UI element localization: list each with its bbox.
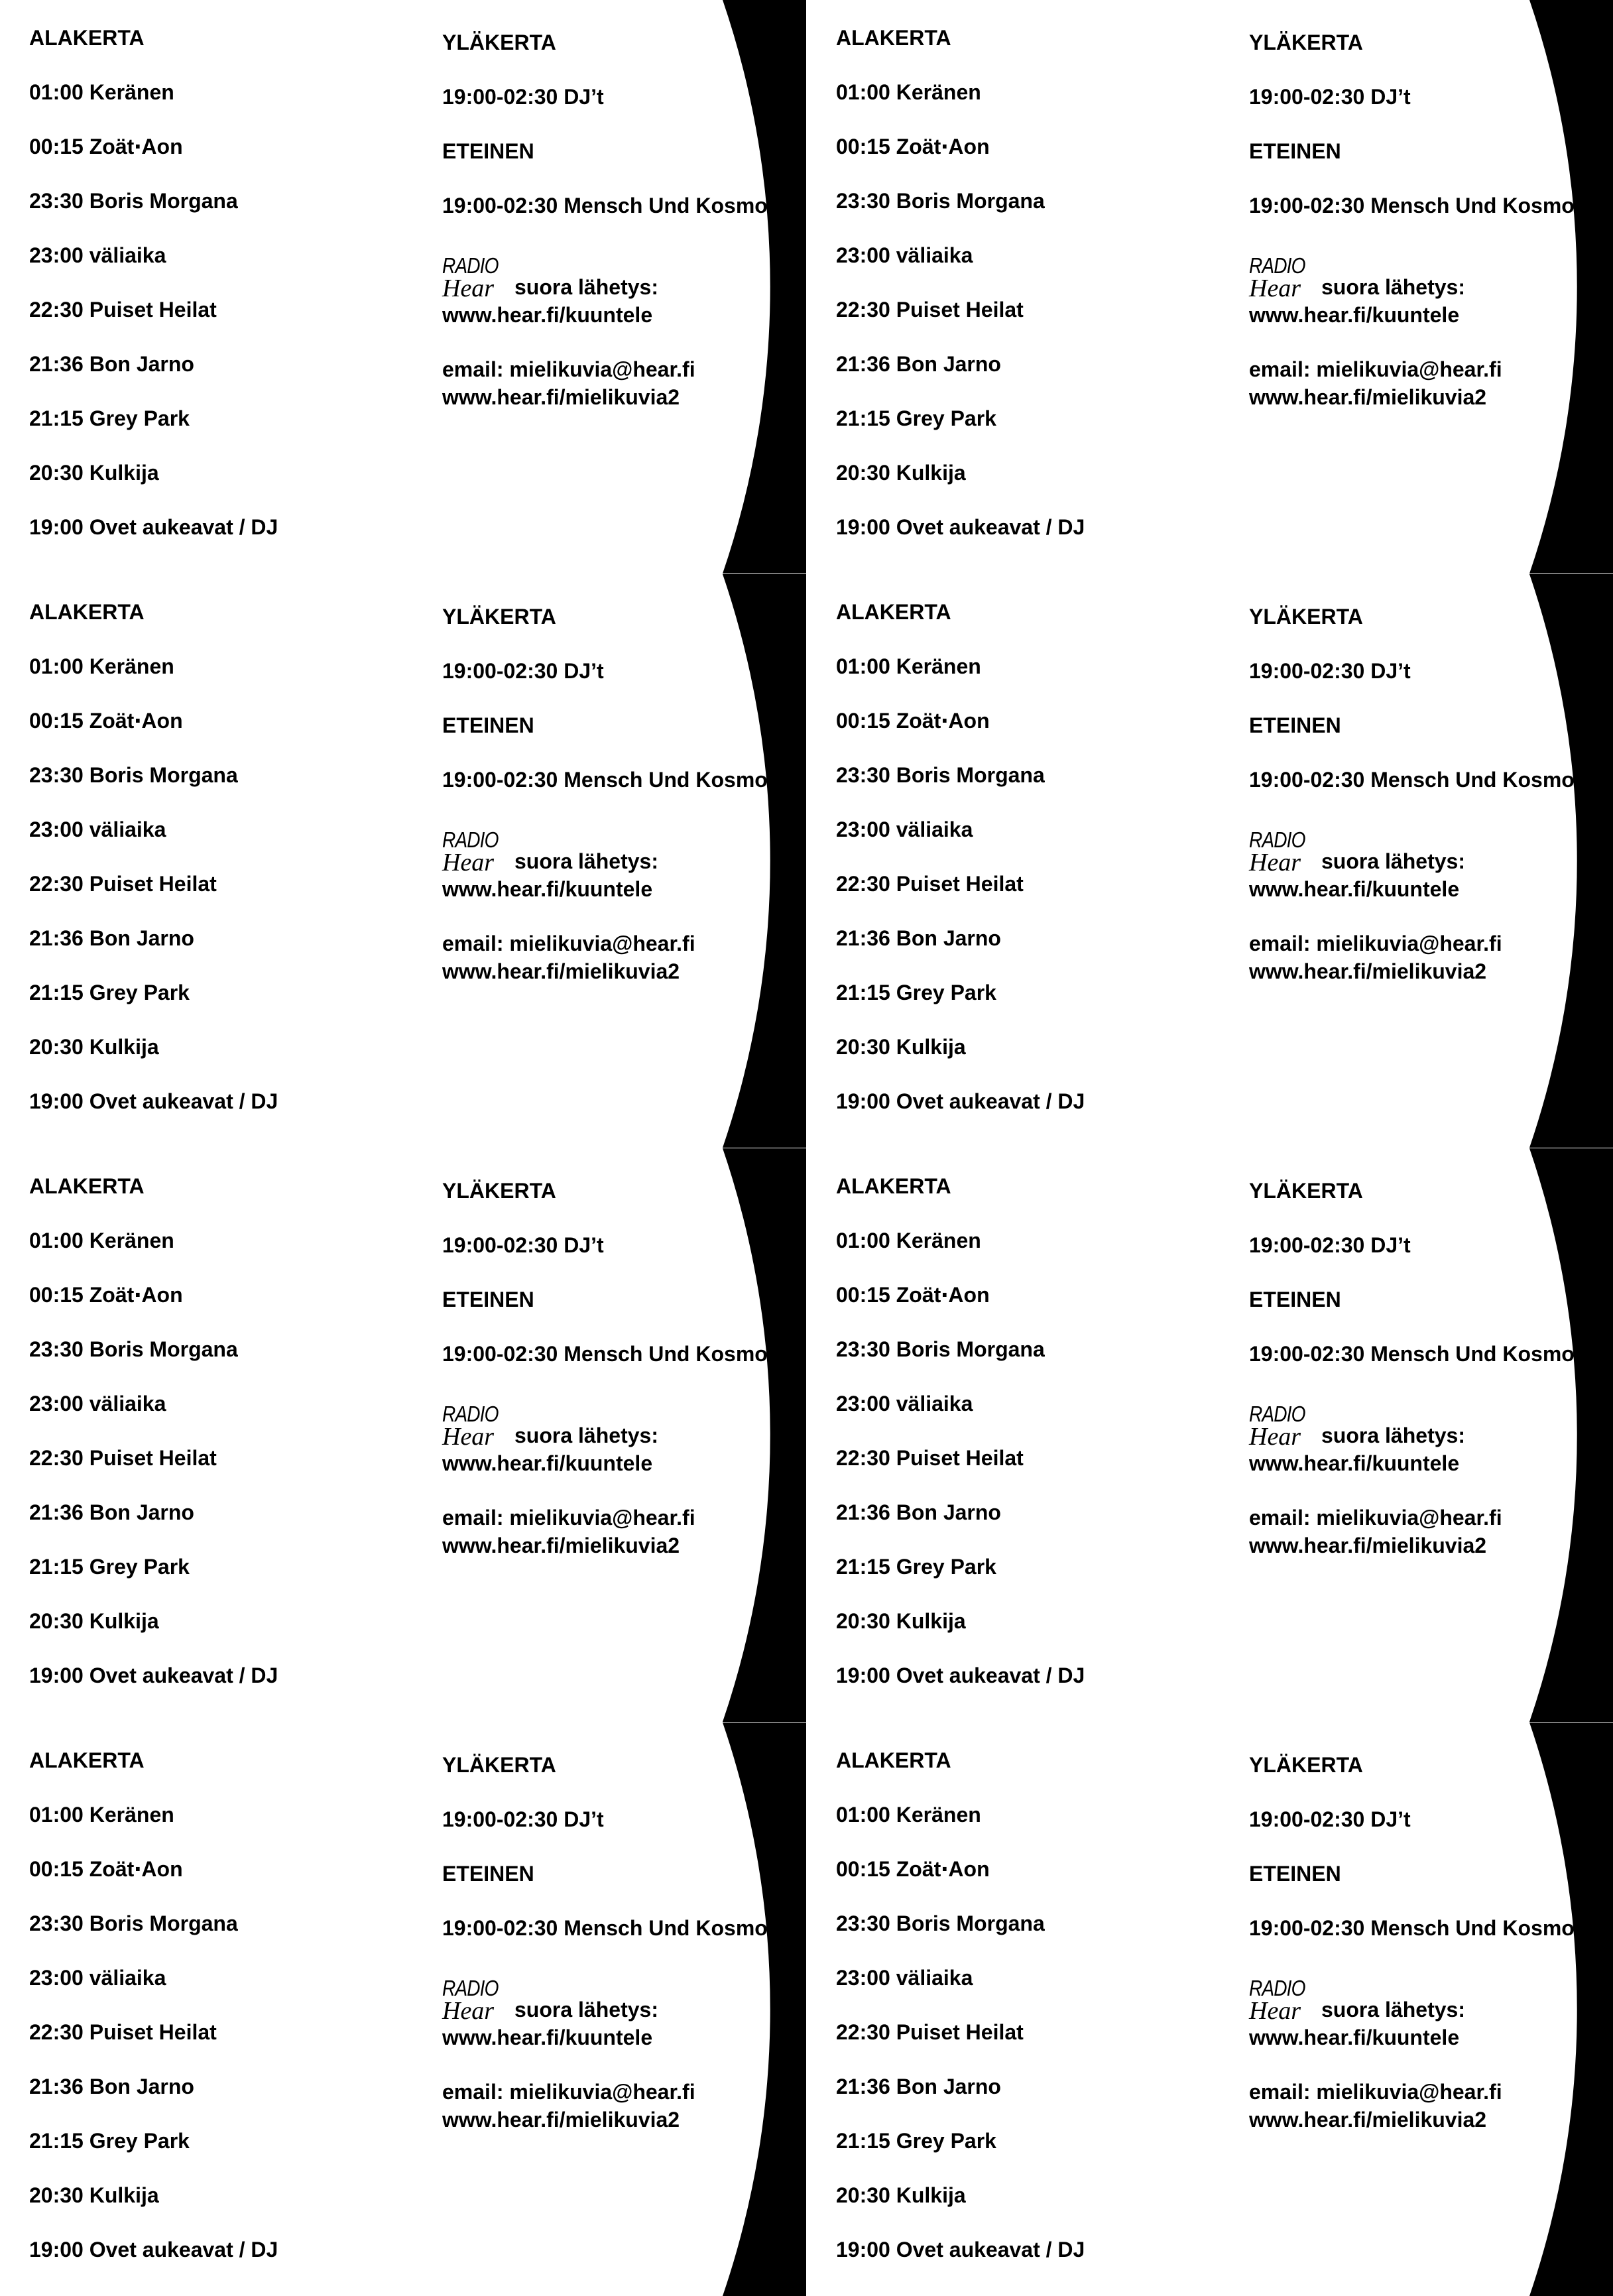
email-line[interactable]: email: mielikuvia@hear.fi <box>1249 1506 1502 1530</box>
lineup-item: 21:15 Grey Park <box>29 2129 190 2153</box>
logo-radio-text: RADIO <box>1249 253 1305 278</box>
upstairs-heading: YLÄKERTA <box>1249 1753 1363 1777</box>
website-link[interactable]: www.hear.fi/mielikuvia2 <box>442 1534 680 1557</box>
email-line[interactable]: email: mielikuvia@hear.fi <box>442 932 695 955</box>
lineup-item: 01:00 Keränen <box>29 80 174 104</box>
hallway-schedule: 19:00-02:30 Mensch Und Kosmos <box>442 768 780 792</box>
lineup-item: 23:00 väliaika <box>29 1392 166 1416</box>
lineup-item: 01:00 Keränen <box>836 1229 981 1252</box>
lineup-item: 20:30 Kulkija <box>29 461 159 485</box>
lineup-item: 23:00 väliaika <box>29 1966 166 1990</box>
hallway-heading: ETEINEN <box>442 139 534 163</box>
listen-link[interactable]: www.hear.fi/kuuntele <box>442 877 653 901</box>
website-link[interactable]: www.hear.fi/mielikuvia2 <box>1249 1534 1487 1557</box>
lineup-item: 23:30 Boris Morgana <box>836 1337 1045 1361</box>
lineup-item: 19:00 Ovet aukeavat / DJ <box>29 1663 278 1687</box>
lineup-item: 22:30 Puiset Heilat <box>29 872 217 896</box>
lineup-item: 21:15 Grey Park <box>836 1555 996 1579</box>
website-link[interactable]: www.hear.fi/mielikuvia2 <box>442 2108 680 2132</box>
listen-link[interactable]: www.hear.fi/kuuntele <box>1249 2025 1460 2049</box>
lineup-item: 22:30 Puiset Heilat <box>29 2020 217 2044</box>
lineup-item: 01:00 Keränen <box>29 1803 174 1827</box>
upstairs-schedule: 19:00-02:30 DJ’t <box>442 659 604 683</box>
lineup-item: 23:30 Boris Morgana <box>29 1911 238 1935</box>
lineup-item: 00:15 Zoät‧Aon <box>836 135 990 158</box>
lineup-item: 01:00 Keränen <box>836 1803 981 1827</box>
lineup-item: 01:00 Keränen <box>29 654 174 678</box>
upstairs-heading: YLÄKERTA <box>442 605 556 629</box>
logo-hear-text: Hear <box>442 1997 495 2025</box>
hallway-heading: ETEINEN <box>442 1288 534 1311</box>
logo-hear-text: Hear <box>442 274 495 302</box>
logo-hear-text: Hear <box>1249 1997 1301 2025</box>
broadcast-label: suora lähetys: <box>1321 1998 1465 2022</box>
downstairs-heading: ALAKERTA <box>836 1174 951 1198</box>
lineup-item: 21:15 Grey Park <box>29 406 190 430</box>
column-divider <box>806 0 807 2295</box>
lineup-item: 21:36 Bon Jarno <box>836 2075 1001 2098</box>
logo-radio-text: RADIO <box>442 827 499 852</box>
lineup-item: 21:15 Grey Park <box>836 981 996 1004</box>
lineup-item: 00:15 Zoät‧Aon <box>836 1857 990 1881</box>
lineup-item: 23:30 Boris Morgana <box>29 1337 238 1361</box>
email-line[interactable]: email: mielikuvia@hear.fi <box>1249 357 1502 381</box>
lineup-item: 19:00 Ovet aukeavat / DJ <box>29 515 278 539</box>
upstairs-heading: YLÄKERTA <box>1249 30 1363 54</box>
broadcast-label: suora lähetys: <box>514 1998 658 2022</box>
website-link[interactable]: www.hear.fi/mielikuvia2 <box>1249 959 1487 983</box>
flyer-card <box>807 1148 1613 1722</box>
logo-radio-text: RADIO <box>1249 1402 1305 1426</box>
lineup-item: 22:30 Puiset Heilat <box>836 1446 1024 1470</box>
email-line[interactable]: email: mielikuvia@hear.fi <box>442 2080 695 2104</box>
lineup-item: 22:30 Puiset Heilat <box>836 2020 1024 2044</box>
radio-hear-logo <box>442 255 511 301</box>
lineup-item: 23:30 Boris Morgana <box>836 1911 1045 1935</box>
downstairs-heading: ALAKERTA <box>29 26 145 50</box>
lineup-item: 19:00 Ovet aukeavat / DJ <box>29 2238 278 2262</box>
upstairs-heading: YLÄKERTA <box>442 1179 556 1203</box>
logo-hear-text: Hear <box>442 1423 495 1451</box>
lineup-item: 23:00 väliaika <box>29 243 166 267</box>
hallway-heading: ETEINEN <box>1249 139 1341 163</box>
website-link[interactable]: www.hear.fi/mielikuvia2 <box>442 959 680 983</box>
flyer-card <box>0 0 806 574</box>
lineup-item: 21:15 Grey Park <box>836 2129 996 2153</box>
hallway-heading: ETEINEN <box>442 1862 534 1886</box>
lineup-item: 00:15 Zoät‧Aon <box>836 709 990 733</box>
radio-hear-logo <box>1249 829 1318 875</box>
email-line[interactable]: email: mielikuvia@hear.fi <box>1249 2080 1502 2104</box>
lineup-item: 21:36 Bon Jarno <box>836 1500 1001 1524</box>
listen-link[interactable]: www.hear.fi/kuuntele <box>1249 303 1460 327</box>
lineup-item: 20:30 Kulkija <box>29 1035 159 1059</box>
logo-radio-text: RADIO <box>1249 1976 1305 2000</box>
flyer-card <box>0 1148 806 1722</box>
lineup-item: 22:30 Puiset Heilat <box>29 1446 217 1470</box>
lineup-item: 21:36 Bon Jarno <box>29 352 194 376</box>
website-link[interactable]: www.hear.fi/mielikuvia2 <box>442 385 680 409</box>
lineup-item: 23:00 väliaika <box>29 817 166 841</box>
lineup-item: 01:00 Keränen <box>29 1229 174 1252</box>
lineup-item: 23:30 Boris Morgana <box>836 763 1045 787</box>
lineup-item: 23:00 väliaika <box>836 1392 973 1416</box>
lineup-item: 21:15 Grey Park <box>29 1555 190 1579</box>
downstairs-heading: ALAKERTA <box>29 1174 145 1198</box>
hallway-heading: ETEINEN <box>1249 1862 1341 1886</box>
listen-link[interactable]: www.hear.fi/kuuntele <box>1249 877 1460 901</box>
email-line[interactable]: email: mielikuvia@hear.fi <box>442 357 695 381</box>
downstairs-heading: ALAKERTA <box>29 1748 145 1772</box>
hallway-schedule: 19:00-02:30 Mensch Und Kosmos <box>442 1916 780 1940</box>
lineup-item: 20:30 Kulkija <box>836 2183 966 2207</box>
radio-hear-logo <box>442 1977 511 2024</box>
lineup-item: 00:15 Zoät‧Aon <box>29 709 183 733</box>
lineup-item: 19:00 Ovet aukeavat / DJ <box>836 2238 1085 2262</box>
lineup-item: 01:00 Keränen <box>836 80 981 104</box>
email-line[interactable]: email: mielikuvia@hear.fi <box>442 1506 695 1530</box>
listen-link[interactable]: www.hear.fi/kuuntele <box>1249 1451 1460 1475</box>
lineup-item: 00:15 Zoät‧Aon <box>836 1283 990 1307</box>
broadcast-label: suora lähetys: <box>1321 849 1465 873</box>
lineup-item: 23:30 Boris Morgana <box>836 189 1045 213</box>
broadcast-label: suora lähetys: <box>1321 275 1465 299</box>
lineup-item: 21:15 Grey Park <box>29 981 190 1004</box>
hallway-schedule: 19:00-02:30 Mensch Und Kosmos <box>442 1342 780 1366</box>
flyer-card <box>807 1722 1613 2296</box>
lineup-item: 19:00 Ovet aukeavat / DJ <box>29 1089 278 1113</box>
logo-hear-text: Hear <box>1249 849 1301 876</box>
upstairs-schedule: 19:00-02:30 DJ’t <box>1249 1807 1411 1831</box>
listen-link[interactable]: www.hear.fi/kuuntele <box>442 2025 653 2049</box>
downstairs-heading: ALAKERTA <box>836 1748 951 1772</box>
upstairs-schedule: 19:00-02:30 DJ’t <box>442 1233 604 1257</box>
listen-link[interactable]: www.hear.fi/kuuntele <box>442 1451 653 1475</box>
radio-hear-logo <box>1249 1403 1318 1449</box>
flyer-card <box>0 1722 806 2296</box>
flyer-card <box>807 574 1613 1148</box>
radio-hear-logo <box>1249 255 1318 301</box>
upstairs-schedule: 19:00-02:30 DJ’t <box>1249 85 1411 109</box>
logo-hear-text: Hear <box>1249 274 1301 302</box>
logo-radio-text: RADIO <box>1249 827 1305 852</box>
downstairs-heading: ALAKERTA <box>836 26 951 50</box>
radio-hear-logo <box>442 1403 511 1449</box>
lineup-item: 00:15 Zoät‧Aon <box>29 1857 183 1881</box>
upstairs-schedule: 19:00-02:30 DJ’t <box>1249 1233 1411 1257</box>
lineup-item: 00:15 Zoät‧Aon <box>29 1283 183 1307</box>
lineup-item: 21:36 Bon Jarno <box>29 1500 194 1524</box>
upstairs-schedule: 19:00-02:30 DJ’t <box>1249 659 1411 683</box>
lineup-item: 19:00 Ovet aukeavat / DJ <box>836 515 1085 539</box>
email-line[interactable]: email: mielikuvia@hear.fi <box>1249 932 1502 955</box>
logo-hear-text: Hear <box>1249 1423 1301 1451</box>
upstairs-heading: YLÄKERTA <box>442 30 556 54</box>
hallway-heading: ETEINEN <box>1249 1288 1341 1311</box>
upstairs-schedule: 19:00-02:30 DJ’t <box>442 1807 604 1831</box>
hallway-schedule: 19:00-02:30 Mensch Und Kosmos <box>1249 194 1586 217</box>
lineup-item: 20:30 Kulkija <box>836 461 966 485</box>
lineup-item: 01:00 Keränen <box>836 654 981 678</box>
lineup-item: 20:30 Kulkija <box>29 1609 159 1633</box>
flyer-card <box>807 0 1613 574</box>
hallway-schedule: 19:00-02:30 Mensch Und Kosmos <box>1249 768 1586 792</box>
upstairs-heading: YLÄKERTA <box>1249 1179 1363 1203</box>
lineup-item: 21:36 Bon Jarno <box>836 352 1001 376</box>
lineup-item: 23:30 Boris Morgana <box>29 189 238 213</box>
lineup-item: 23:00 väliaika <box>836 1966 973 1990</box>
lineup-item: 19:00 Ovet aukeavat / DJ <box>836 1089 1085 1113</box>
radio-hear-logo <box>442 829 511 875</box>
logo-radio-text: RADIO <box>442 1402 499 1426</box>
lineup-item: 20:30 Kulkija <box>836 1035 966 1059</box>
downstairs-heading: ALAKERTA <box>29 600 145 624</box>
flyer-card <box>0 574 806 1148</box>
upstairs-heading: YLÄKERTA <box>1249 605 1363 629</box>
upstairs-schedule: 19:00-02:30 DJ’t <box>442 85 604 109</box>
radio-hear-logo <box>1249 1977 1318 2024</box>
logo-radio-text: RADIO <box>442 253 499 278</box>
website-link[interactable]: www.hear.fi/mielikuvia2 <box>1249 385 1487 409</box>
lineup-item: 23:00 väliaika <box>836 243 973 267</box>
hallway-heading: ETEINEN <box>1249 713 1341 737</box>
lineup-item: 21:36 Bon Jarno <box>29 2075 194 2098</box>
listen-link[interactable]: www.hear.fi/kuuntele <box>442 303 653 327</box>
hallway-heading: ETEINEN <box>442 713 534 737</box>
lineup-item: 21:36 Bon Jarno <box>29 926 194 950</box>
downstairs-heading: ALAKERTA <box>836 600 951 624</box>
upstairs-heading: YLÄKERTA <box>442 1753 556 1777</box>
logo-radio-text: RADIO <box>442 1976 499 2000</box>
lineup-item: 22:30 Puiset Heilat <box>836 298 1024 322</box>
lineup-item: 22:30 Puiset Heilat <box>836 872 1024 896</box>
lineup-item: 19:00 Ovet aukeavat / DJ <box>836 1663 1085 1687</box>
broadcast-label: suora lähetys: <box>514 275 658 299</box>
lineup-item: 23:00 väliaika <box>836 817 973 841</box>
lineup-item: 23:30 Boris Morgana <box>29 763 238 787</box>
lineup-item: 21:15 Grey Park <box>836 406 996 430</box>
logo-hear-text: Hear <box>442 849 495 876</box>
hallway-schedule: 19:00-02:30 Mensch Und Kosmos <box>1249 1342 1586 1366</box>
lineup-item: 20:30 Kulkija <box>29 2183 159 2207</box>
lineup-item: 00:15 Zoät‧Aon <box>29 135 183 158</box>
hallway-schedule: 19:00-02:30 Mensch Und Kosmos <box>1249 1916 1586 1940</box>
broadcast-label: suora lähetys: <box>514 1423 658 1447</box>
broadcast-label: suora lähetys: <box>514 849 658 873</box>
lineup-item: 22:30 Puiset Heilat <box>29 298 217 322</box>
lineup-item: 21:36 Bon Jarno <box>836 926 1001 950</box>
hallway-schedule: 19:00-02:30 Mensch Und Kosmos <box>442 194 780 217</box>
broadcast-label: suora lähetys: <box>1321 1423 1465 1447</box>
lineup-item: 20:30 Kulkija <box>836 1609 966 1633</box>
website-link[interactable]: www.hear.fi/mielikuvia2 <box>1249 2108 1487 2132</box>
